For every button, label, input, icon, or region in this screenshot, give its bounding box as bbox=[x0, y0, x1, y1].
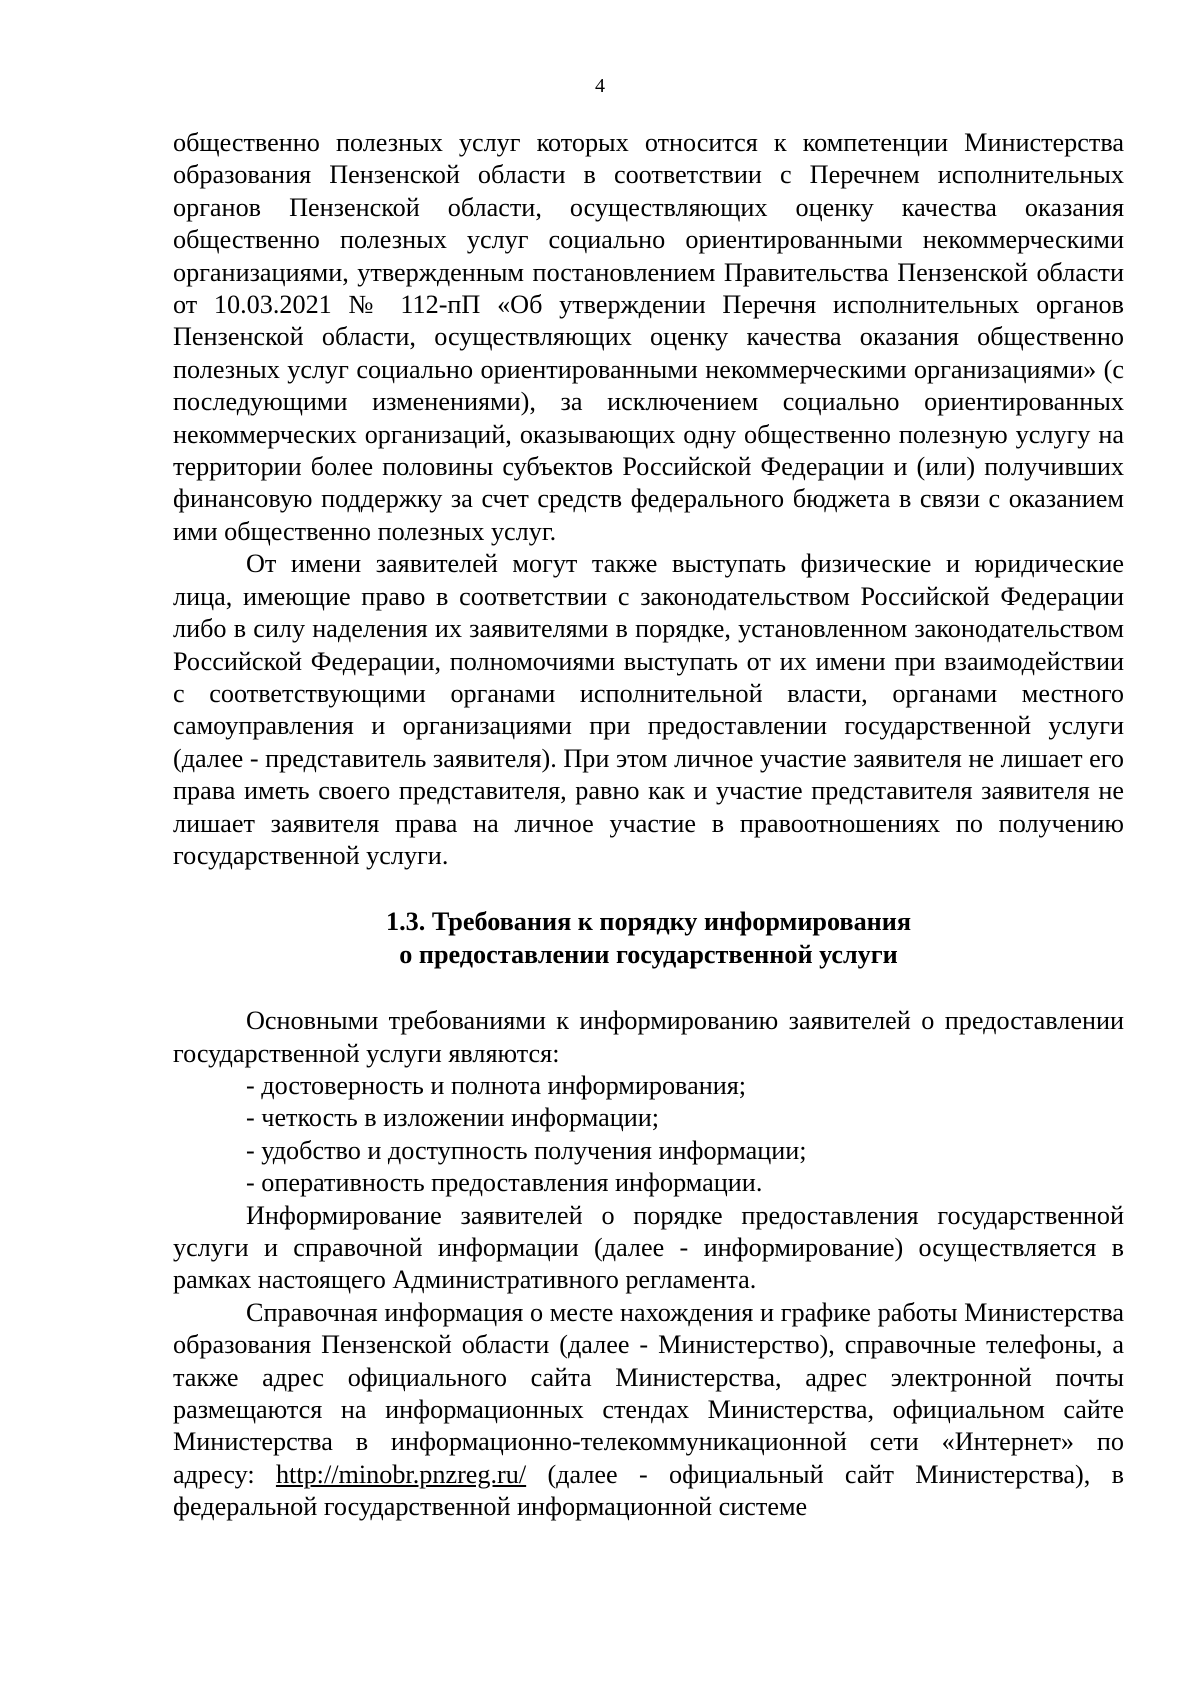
page-number: 4 bbox=[595, 75, 605, 97]
list-item: - четкость в изложении информации; bbox=[246, 1103, 660, 1133]
list-item: - достоверность и полнота информирования; bbox=[246, 1070, 747, 1100]
paragraph-representatives: От имени заявителей могут также выступать физические и юридические лица, имеющие право в соответствии с законодательством Российской Федерации либо в силу наделения их заявителями в порядке, установленном законодательством Российской Федерации, полномочиями выступать от их имени при взаимодействии с соответствующими органами исполнительной власти, органами местного самоуправления и организациями при предоставлении государственной услуги (далее - представитель заявителя). При этом личное участие заявителя не лишает его права иметь своего представителя, равно как и участие представителя заявителя не лишает заявителя права на личное участие в правоотношениях по получению государственной услуги. bbox=[173, 549, 1124, 870]
ministry-website-link[interactable]: http://minobr.pnzreg.ru/ bbox=[275, 1459, 527, 1489]
document-body bbox=[173, 127, 1124, 1524]
list-item: - удобство и доступность получения информации; bbox=[246, 1135, 807, 1165]
section-heading-line-2: о предоставлении государственной услуги bbox=[399, 939, 898, 969]
paragraph-requirements: Основными требованиями к информированию заявителей о предоставлении государственной услуги являются: bbox=[173, 1006, 1124, 1068]
list-item: - оперативность предоставления информации. bbox=[246, 1168, 763, 1198]
section-heading bbox=[173, 906, 1124, 971]
section-heading-line-1: 1.3. Требования к порядку информирования bbox=[385, 907, 912, 937]
paragraph-continuation: общественно полезных услуг которых относится к компетенции Министерства образования Пензенской области в соответствии с Перечнем исполнительных органов Пензенской области, осуществляющих оценку качества оказания общественно полезных услуг социально ориентированными некоммерческими организациями, утвержденным постановлением Правительства Пензенской области от 10.03.2021 № 112-пП «Об утверждении Перечня исполнительных органов Пензенской области, осуществляющих оценку качества оказания общественно полезных услуг социально ориентированными некоммерческими организациями» (с последующими изменениями), за исключением социально ориентированных некоммерческих организаций, оказывающих одну общественно полезную услугу на территории более половины субъектов Российской Федерации и (или) получивших финансовую поддержку за счет средств федерального бюджета в связи с оказанием ими общественно полезных услуг. bbox=[173, 128, 1124, 546]
reference-info-text-tail: (далее - официальный сайт Министерства), в федеральной государственной информационной системе bbox=[173, 1459, 1124, 1522]
paragraph-informing: Информирование заявителей о порядке предоставления государственной услуги и справочной информации (далее - информирование) осуществляется в рамках настоящего Административного регламента. bbox=[173, 1200, 1124, 1295]
paragraph-reference-info bbox=[173, 1297, 1124, 1524]
reference-info-text: Справочная информация о месте нахождения и графике работы Министерства образования Пензенской области (далее - Министерство), справочные телефоны, а также адрес официального сайта Министерства, адрес электронной почты размещаются на информационных стендах Министерства, официальном сайте Министерства в информационно-телекоммуникационной сети «Интернет» по адресу: bbox=[173, 1297, 1124, 1489]
